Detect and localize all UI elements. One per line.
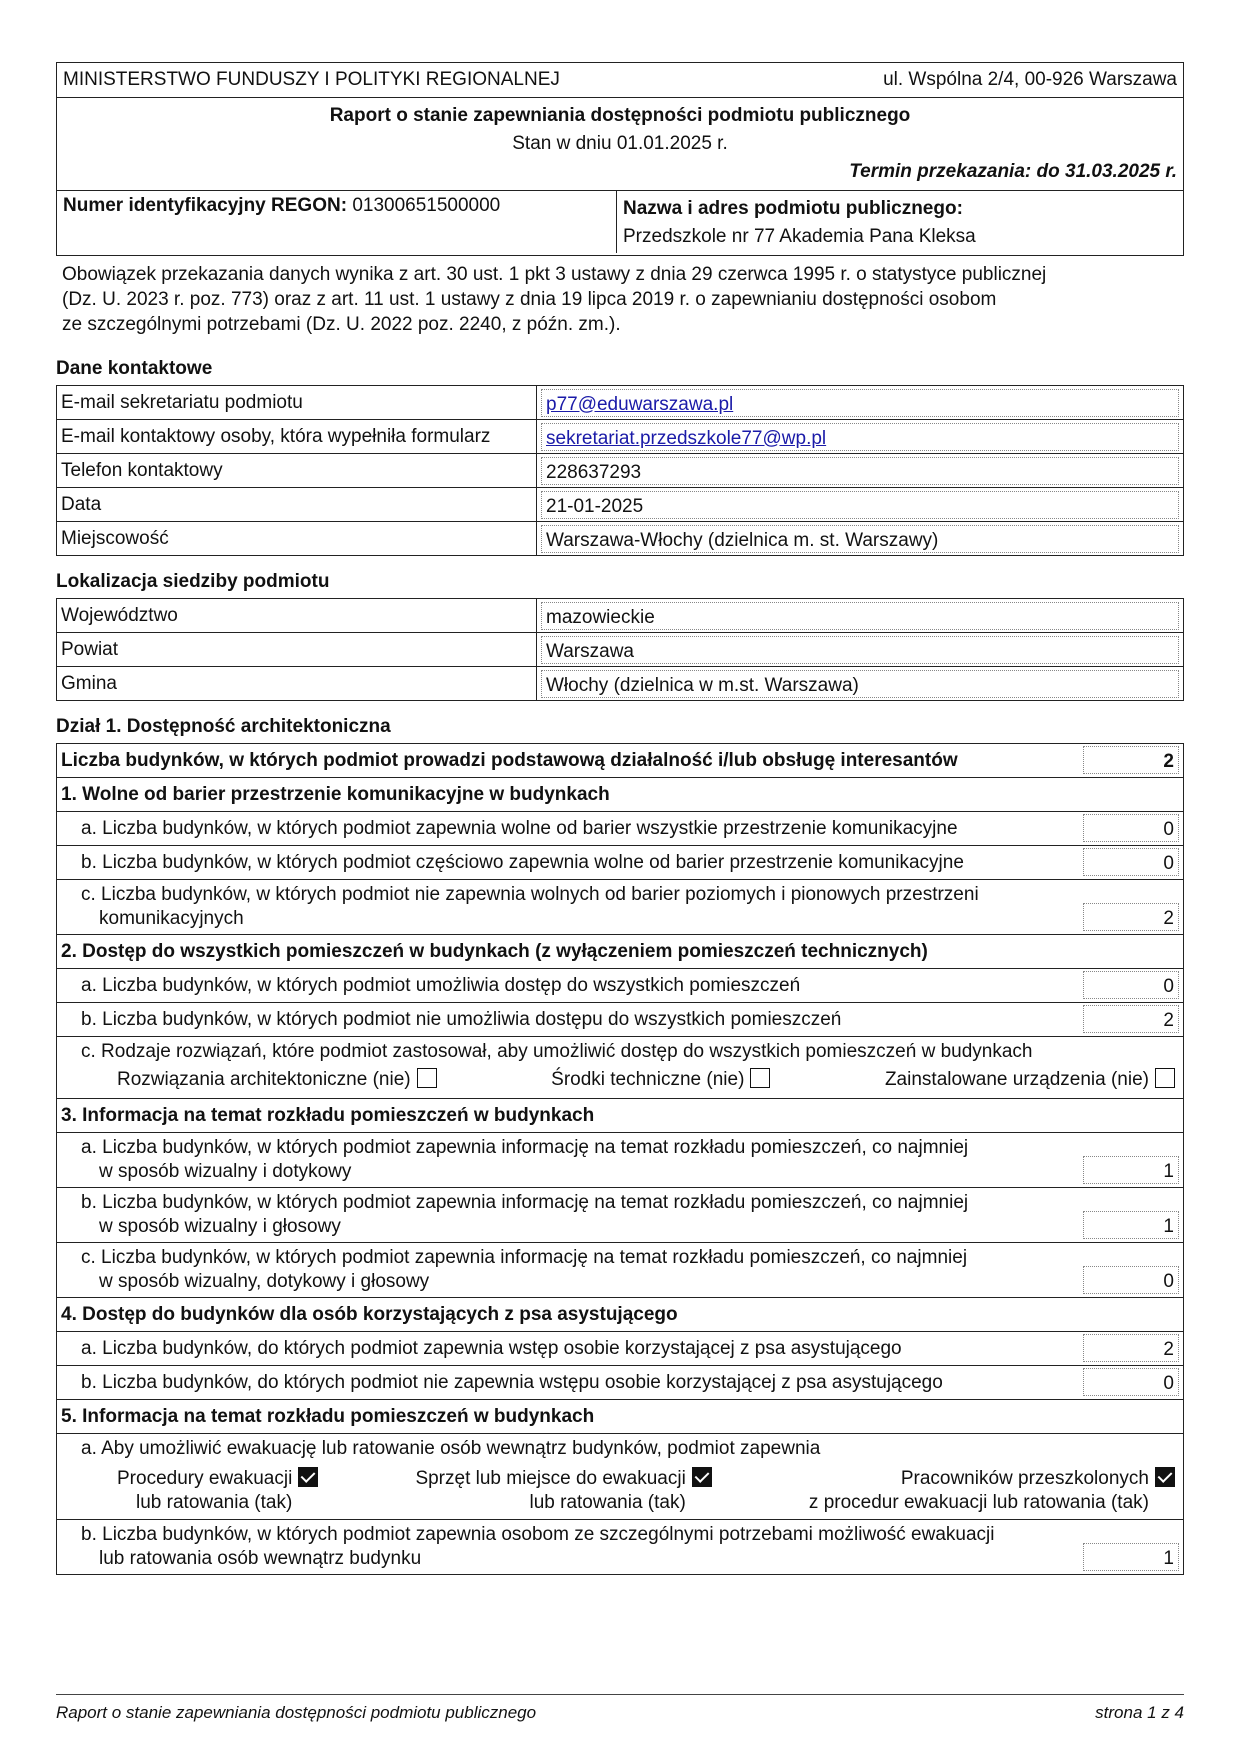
option-item (551, 1068, 770, 1092)
table-row (57, 1366, 1183, 1400)
question-label: c. Rodzaje rozwiązań, które podmiot zastosował, aby umożliwić dostęp do wszystkich pomieszczeń w budynkach (81, 1041, 1033, 1062)
s5b-field[interactable]: 1 (1083, 1543, 1179, 1571)
table-row (57, 1037, 1183, 1099)
voivodeship-field[interactable]: mazowieckie (541, 602, 1179, 630)
table-row (57, 1188, 1183, 1243)
option-label: Pracowników przeszkolonych (900, 1468, 1149, 1489)
option-label: lub ratowania (tak) (136, 1492, 293, 1513)
deadline: Termin przekazania: do 31.03.2025 r. (849, 161, 1177, 182)
report-page (56, 62, 1184, 1575)
s2b-field[interactable]: 2 (1083, 1005, 1179, 1033)
s4a-field[interactable]: 2 (1083, 1334, 1179, 1362)
report-title-block (56, 98, 1184, 191)
regon-cell (57, 191, 617, 253)
entity-value: Przedszkole nr 77 Akademia Pana Kleksa (623, 226, 976, 247)
s5a-options (61, 1461, 1179, 1519)
ministry-name: MINISTERSTWO FUNDUSZY I POLITYKI REGIONALNEJ (63, 69, 560, 90)
question-line: c. Liczba budynków, w których podmiot nie zapewnia wolnych od barier poziomych i pionowych przestrzeni (81, 884, 979, 905)
location-label: Województwo (57, 599, 537, 633)
buildings-total-label: Liczba budynków, w których podmiot prowadzi podstawową działalność i/lub obsługę interesantów (61, 749, 958, 771)
location-title: Lokalizacja siedziby podmiotu (56, 571, 330, 592)
ministry-address: ul. Wspólna 2/4, 00-926 Warszawa (883, 69, 1177, 90)
option-label: Sprzęt lub miejsce do ewakuacji (415, 1468, 686, 1489)
contact-label: Telefon kontaktowy (57, 454, 537, 488)
entity-cell (617, 191, 1183, 255)
question-line: c. Liczba budynków, w których podmiot zapewnia informację na temat rozkładu pomieszczeń, co najmniej (81, 1247, 968, 1268)
question-line: w sposób wizualny i dotykowy (99, 1161, 352, 1182)
table-row (57, 1099, 1183, 1133)
s1a-field[interactable]: 0 (1083, 814, 1179, 842)
question-line: w sposób wizualny i głosowy (99, 1216, 341, 1237)
subsection-title: 5. Informacja na temat rozkładu pomieszczeń w budynkach (61, 1405, 595, 1427)
question-label: a. Aby umożliwić ewakuację lub ratowanie osób wewnątrz budynków, podmiot zapewnia (81, 1438, 821, 1459)
s4b-field[interactable]: 0 (1083, 1368, 1179, 1396)
question-label (61, 1188, 1073, 1242)
state-date: Stan w dniu 01.01.2025 r. (512, 133, 728, 154)
option-label: Rozwiązania architektoniczne (nie) (117, 1069, 411, 1090)
table-row (57, 386, 1184, 420)
entity-label: Nazwa i adres podmiotu publicznego: (623, 198, 963, 219)
legal-line: ze szczególnymi potrzebami (Dz. U. 2022 poz. 2240, z późn. zm.). (62, 314, 621, 335)
question-line: b. Liczba budynków, w których podmiot zapewnia osobom ze szczególnymi potrzebami możliwość ewakuacji (81, 1524, 995, 1545)
regon-value: 01300651500000 (352, 195, 501, 216)
question-label: b. Liczba budynków, do których podmiot nie zapewnia wstępu osobie korzystającej z psa asystującego (81, 1371, 943, 1393)
question-label (61, 1243, 1073, 1297)
contact-label: Data (57, 488, 537, 522)
section1-title: Dział 1. Dostępność architektoniczna (56, 716, 391, 737)
contact-label: Miejscowość (57, 522, 537, 556)
table-row (57, 812, 1183, 846)
footer-title: Raport o stanie zapewniania dostępności podmiotu publicznego (56, 1703, 537, 1722)
table-row (57, 778, 1183, 812)
question-label (61, 1133, 1073, 1187)
regon-label: Numer identyfikacyjny REGON: (63, 195, 348, 216)
county-field[interactable]: Warszawa (541, 636, 1179, 664)
commune-field[interactable]: Włochy (dzielnica w m.st. Warszawa) (541, 670, 1179, 698)
s1c-field[interactable]: 2 (1083, 903, 1179, 931)
table-row (57, 1400, 1183, 1434)
option-item (885, 1068, 1175, 1092)
question-label: a. Liczba budynków, w których podmiot umożliwia dostęp do wszystkich pomieszczeń (81, 974, 801, 996)
table-row (57, 1520, 1183, 1574)
location-label: Powiat (57, 633, 537, 667)
question-line: w sposób wizualny, dotykowy i głosowy (99, 1271, 430, 1292)
contact-title: Dane kontaktowe (56, 358, 213, 379)
subsection-title: 2. Dostęp do wszystkich pomieszczeń w budynkach (z wyłączeniem pomieszczeń technicznych) (61, 940, 928, 962)
architectural-checkbox[interactable] (417, 1068, 437, 1088)
regon-row (56, 191, 1184, 256)
table-row (57, 1434, 1183, 1520)
contact-label: E-mail kontaktowy osoby, która wypełniła formularz (57, 420, 537, 454)
table-row (57, 1298, 1183, 1332)
question-line: a. Liczba budynków, w których podmiot zapewnia informację na temat rozkładu pomieszczeń, co najmniej (81, 1137, 969, 1158)
table-row (57, 522, 1184, 556)
s3a-field[interactable]: 1 (1083, 1156, 1179, 1184)
contact-table (56, 385, 1184, 556)
technical-checkbox[interactable] (750, 1068, 770, 1088)
phone-field[interactable]: 228637293 (541, 457, 1179, 485)
option-label: Środki techniczne (nie) (551, 1069, 745, 1090)
option-label: lub ratowania (tak) (529, 1492, 686, 1513)
location-table (56, 598, 1184, 701)
table-row (57, 744, 1183, 778)
trained-staff-checkbox[interactable] (1155, 1467, 1175, 1487)
table-row (57, 1003, 1183, 1037)
ministry-header (56, 62, 1184, 98)
legal-text (56, 256, 1184, 343)
table-row (57, 1133, 1183, 1188)
table-row (57, 1243, 1183, 1298)
question-line: lub ratowania osób wewnątrz budynku (99, 1548, 422, 1569)
subsection-title: 3. Informacja na temat rozkładu pomieszczeń w budynkach (61, 1104, 595, 1126)
contact-email-link[interactable]: sekretariat.przedszkole77@wp.pl (546, 427, 827, 449)
question-line: b. Liczba budynków, w których podmiot zapewnia informację na temat rozkładu pomieszczeń, co najmniej (81, 1192, 969, 1213)
report-title: Raport o stanie zapewniania dostępności podmiotu publicznego (329, 105, 911, 126)
location-label: Gmina (57, 667, 537, 701)
table-row (57, 420, 1184, 454)
secretariat-email-link[interactable]: p77@eduwarszawa.pl (546, 393, 734, 415)
option-item (117, 1467, 318, 1515)
evacuation-procedures-checkbox[interactable] (298, 1467, 318, 1487)
option-label: Procedury ewakuacji (117, 1468, 293, 1489)
option-item (809, 1467, 1175, 1515)
s2c-options (61, 1064, 1179, 1098)
s1b-field[interactable]: 0 (1083, 848, 1179, 876)
legal-line: (Dz. U. 2023 r. poz. 773) oraz z art. 11 ust. 1 ustawy z dnia 19 lipca 2019 r. o zapewnianiu dostępności osobom (62, 289, 997, 310)
table-row (57, 454, 1184, 488)
contact-label: E-mail sekretariatu podmiotu (57, 386, 537, 420)
legal-line: Obowiązek przekazania danych wynika z art. 30 ust. 1 pkt 3 ustawy z dnia 29 czerwca 1995 r. o statystyce publicznej (62, 264, 1047, 285)
devices-checkbox[interactable] (1155, 1068, 1175, 1088)
city-field[interactable]: Warszawa-Włochy (dzielnica m. st. Warszawy) (541, 525, 1179, 553)
option-label: z procedur ewakuacji lub ratowania (tak) (808, 1492, 1149, 1513)
s2a-field[interactable]: 0 (1083, 971, 1179, 999)
section1-table (56, 743, 1184, 1575)
question-label: a. Liczba budynków, do których podmiot zapewnia wstęp osobie korzystającej z psa asystującego (81, 1337, 902, 1359)
table-row (57, 935, 1183, 969)
table-row (57, 969, 1183, 1003)
option-item (117, 1068, 437, 1092)
table-row (57, 488, 1184, 522)
subsection-title: 4. Dostęp do budynków dla osób korzystających z psa asystującego (61, 1303, 678, 1325)
question-label: a. Liczba budynków, w których podmiot zapewnia wolne od barier wszystkie przestrzenie komunikacyjne (81, 817, 958, 839)
option-item (415, 1467, 711, 1515)
s3c-field[interactable]: 0 (1083, 1266, 1179, 1294)
table-row (57, 880, 1183, 935)
question-label: b. Liczba budynków, w których podmiot nie umożliwia dostępu do wszystkich pomieszczeń (81, 1008, 842, 1030)
page-number: strona 1 z 4 (1095, 1703, 1184, 1722)
table-row (57, 846, 1183, 880)
option-label: Zainstalowane urządzenia (nie) (884, 1069, 1149, 1090)
date-field[interactable]: 21-01-2025 (541, 491, 1179, 519)
question-line: komunikacyjnych (99, 908, 244, 929)
table-row (57, 633, 1184, 667)
subsection-title: 1. Wolne od barier przestrzenie komunikacyjne w budynkach (61, 783, 610, 805)
buildings-total-field[interactable]: 2 (1083, 746, 1179, 774)
table-row (57, 1332, 1183, 1366)
page-footer (56, 1694, 1184, 1723)
s3b-field[interactable]: 1 (1083, 1211, 1179, 1239)
evacuation-equipment-checkbox[interactable] (692, 1467, 712, 1487)
table-row (57, 599, 1184, 633)
table-row (57, 667, 1184, 701)
question-label (61, 880, 1073, 934)
question-label (61, 1520, 1073, 1574)
question-label: b. Liczba budynków, w których podmiot częściowo zapewnia wolne od barier przestrzenie komunikacyjne (81, 851, 964, 873)
